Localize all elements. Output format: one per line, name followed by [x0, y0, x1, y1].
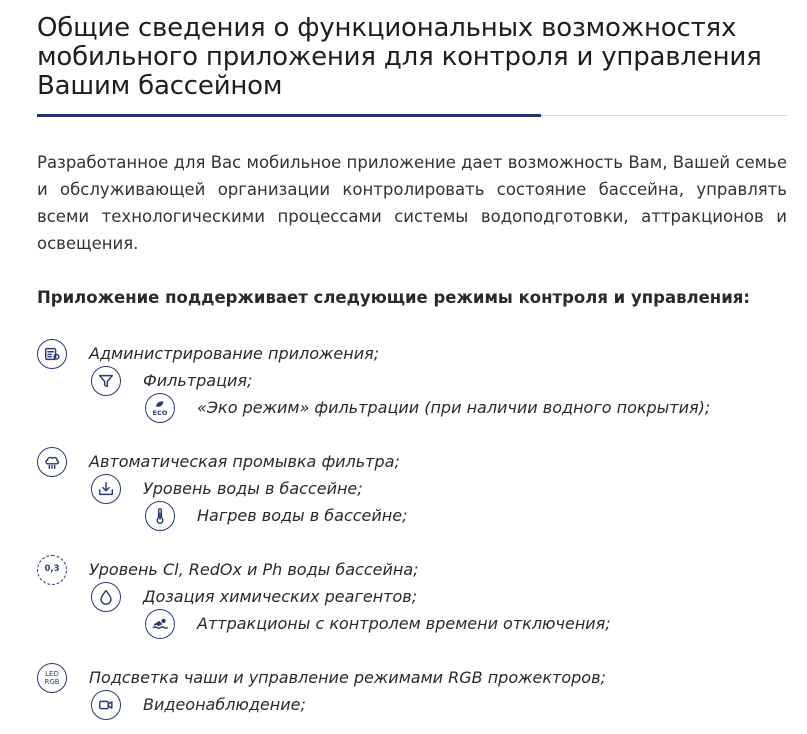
feature-label: Аттракционы с контролем времени отключения;: [197, 614, 611, 633]
feature-item-video-surveillance: [91, 688, 306, 721]
rgb-icon-text: RGB: [44, 677, 60, 686]
rain-cloud-icon: [37, 447, 67, 477]
feature-label: Видеонаблюдение;: [143, 695, 306, 714]
measurement-icon-text: 0,3: [44, 564, 60, 574]
feature-label: Уровень воды в бассейне;: [143, 479, 363, 498]
modes-heading: Приложение поддерживает следующие режимы контроля и управления:: [37, 288, 750, 307]
feature-label: Администрирование приложения;: [89, 344, 380, 363]
led-icon-text: LED: [45, 669, 59, 678]
intro-paragraph: Разработанное для Вас мобильное приложение дает возможность Вам, Вашей семье и обслуживающей организации контролировать состояние бассейна, управлять всеми технологическими процессами системы водоподготовки, аттракционов и освещения.: [37, 153, 787, 253]
feature-label: Дозация химических реагентов;: [143, 587, 418, 606]
measurement-icon: [37, 555, 67, 585]
led-rgb-icon: [37, 663, 67, 693]
settings-list-icon: [37, 339, 67, 369]
feature-label: Подсветка чаши и управление режимами RGB прожекторов;: [89, 668, 606, 687]
feature-item-eco-mode: [145, 391, 710, 424]
swimmer-icon: [145, 609, 175, 639]
filter-icon: [91, 366, 121, 396]
camera-icon: [91, 690, 121, 720]
feature-label: Автоматическая промывка фильтра;: [89, 452, 400, 471]
feature-label: Фильтрация;: [143, 371, 253, 390]
eco-icon-text: ECO: [152, 408, 168, 417]
feature-item-water-heating: [145, 499, 407, 532]
feature-label: Уровень Cl, RedOx и Ph воды бассейна;: [89, 560, 419, 579]
title-underline-accent: [37, 114, 541, 117]
eco-leaf-icon: [145, 393, 175, 423]
drop-icon: [91, 582, 121, 612]
feature-label: Нагрев воды в бассейне;: [197, 506, 408, 525]
thermometer-icon: [145, 501, 175, 531]
page-title: Общие сведения о функциональных возможностях мобильного приложения для контроля и управления Вашим бассейном: [37, 13, 762, 101]
feature-item-attractions: [145, 607, 611, 640]
feature-label: «Эко режим» фильтрации (при наличии водного покрытия);: [197, 398, 711, 417]
download-level-icon: [91, 474, 121, 504]
